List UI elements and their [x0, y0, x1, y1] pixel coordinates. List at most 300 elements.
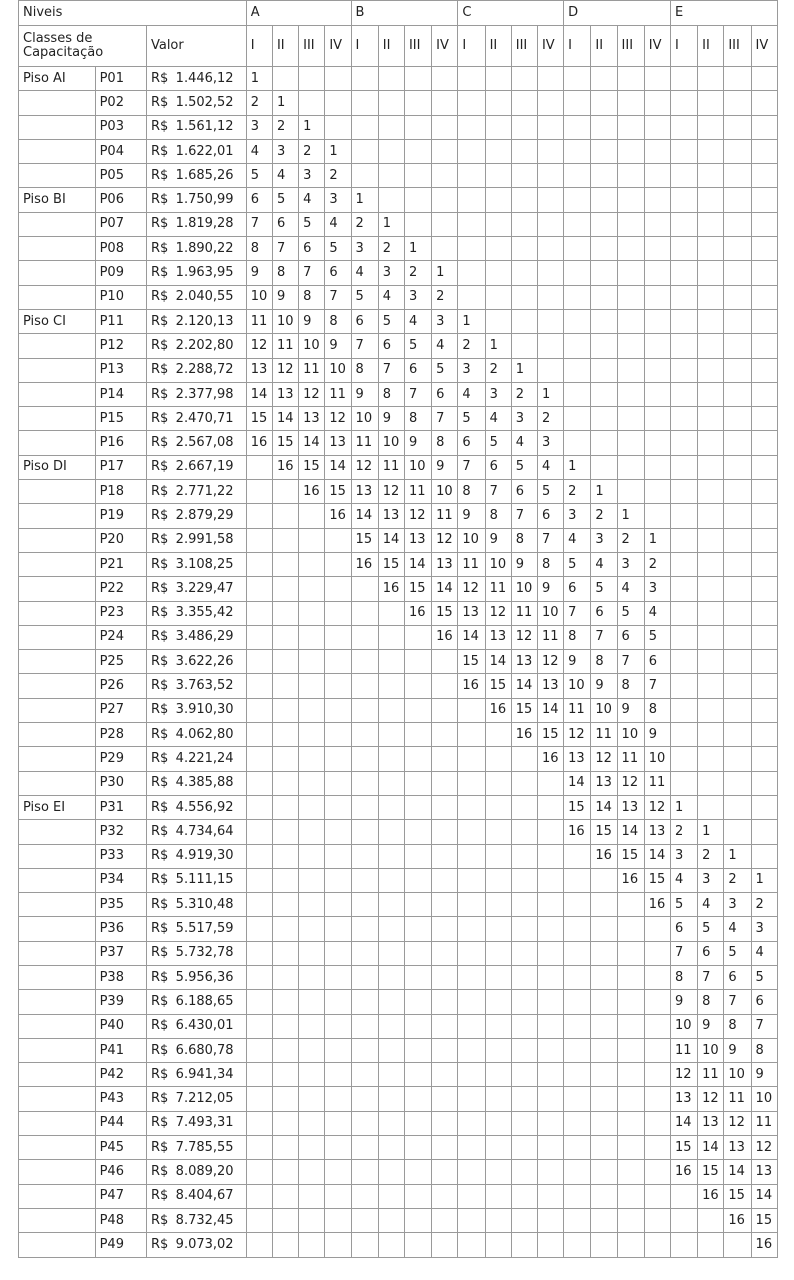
- step-cell: 8: [591, 650, 617, 674]
- step-cell: [432, 1038, 458, 1062]
- step-cell: [751, 164, 777, 188]
- step-cell: [325, 1136, 351, 1160]
- step-cell: [458, 795, 485, 819]
- step-cell: [537, 990, 563, 1014]
- step-cell: 13: [537, 674, 563, 698]
- value-cell: 7.212,05: [174, 1087, 247, 1111]
- step-cell: [299, 820, 325, 844]
- step-cell: 5: [698, 917, 724, 941]
- step-cell: [458, 1087, 485, 1111]
- step-cell: [299, 601, 325, 625]
- step-cell: 4: [485, 407, 511, 431]
- class-code-cell: P12: [95, 334, 146, 358]
- step-cell: [272, 625, 298, 649]
- currency-cell: R$: [146, 893, 173, 917]
- step-cell: [325, 917, 351, 941]
- table-row: [19, 1038, 778, 1062]
- step-cell: 14: [351, 504, 378, 528]
- step-cell: [644, 164, 670, 188]
- step-cell: [724, 625, 751, 649]
- step-cell: 7: [404, 382, 431, 406]
- step-cell: [644, 480, 670, 504]
- step-cell: 15: [617, 844, 644, 868]
- step-cell: [617, 480, 644, 504]
- currency-cell: R$: [146, 577, 173, 601]
- step-cell: [458, 188, 485, 212]
- step-cell: [325, 795, 351, 819]
- step-cell: [351, 674, 378, 698]
- step-cell: [698, 698, 724, 722]
- step-cell: [378, 698, 404, 722]
- step-cell: 15: [698, 1160, 724, 1184]
- step-cell: [299, 67, 325, 91]
- step-cell: [617, 91, 644, 115]
- salary-table: [18, 0, 778, 1258]
- step-cell: [537, 91, 563, 115]
- step-cell: [617, 139, 644, 163]
- step-cell: [272, 67, 298, 91]
- piso-group-cell: [19, 212, 96, 236]
- step-cell: [698, 91, 724, 115]
- step-cell: [404, 1111, 431, 1135]
- step-cell: [670, 528, 697, 552]
- step-cell: 8: [378, 382, 404, 406]
- step-cell: [299, 1208, 325, 1232]
- step-cell: [617, 941, 644, 965]
- step-cell: 2: [404, 261, 431, 285]
- step-cell: 12: [325, 407, 351, 431]
- step-cell: [458, 1111, 485, 1135]
- step-cell: 10: [617, 723, 644, 747]
- class-code-cell: P08: [95, 237, 146, 261]
- step-cell: 6: [564, 577, 591, 601]
- piso-group-cell: [19, 747, 96, 771]
- currency-cell: R$: [146, 917, 173, 941]
- value-cell: 8.089,20: [174, 1160, 247, 1184]
- value-cell: 5.310,48: [174, 893, 247, 917]
- value-cell: 4.062,80: [174, 723, 247, 747]
- step-cell: [351, 795, 378, 819]
- step-cell: [537, 1208, 563, 1232]
- currency-cell: R$: [146, 601, 173, 625]
- classes-header: Classes de Capacitação: [19, 26, 147, 67]
- step-cell: [724, 237, 751, 261]
- step-cell: 14: [698, 1136, 724, 1160]
- step-cell: [591, 188, 617, 212]
- step-cell: [724, 334, 751, 358]
- piso-group-cell: [19, 164, 96, 188]
- step-cell: 8: [617, 674, 644, 698]
- step-cell: 14: [485, 650, 511, 674]
- step-cell: [378, 1184, 404, 1208]
- step-cell: [537, 212, 563, 236]
- step-cell: [511, 67, 537, 91]
- step-cell: [698, 237, 724, 261]
- step-cell: [351, 723, 378, 747]
- table-row: [19, 528, 778, 552]
- step-cell: [485, 1233, 511, 1257]
- step-cell: [644, 1208, 670, 1232]
- step-cell: [537, 164, 563, 188]
- table-row: [19, 261, 778, 285]
- table-row: [19, 650, 778, 674]
- step-cell: [404, 212, 431, 236]
- step-cell: [724, 747, 751, 771]
- step-cell: 12: [272, 358, 298, 382]
- value-cell: 3.355,42: [174, 601, 247, 625]
- value-cell: 2.120,13: [174, 309, 247, 333]
- step-cell: 1: [404, 237, 431, 261]
- step-cell: [537, 1014, 563, 1038]
- piso-group-cell: Piso AI: [19, 67, 96, 91]
- step-cell: [511, 1208, 537, 1232]
- piso-group-cell: [19, 965, 96, 989]
- currency-cell: R$: [146, 1233, 173, 1257]
- step-cell: 15: [751, 1208, 777, 1232]
- step-cell: [724, 67, 751, 91]
- step-cell: [698, 431, 724, 455]
- step-cell: [272, 1014, 298, 1038]
- piso-group-cell: [19, 1014, 96, 1038]
- step-cell: 7: [325, 285, 351, 309]
- step-cell: [670, 455, 697, 479]
- step-cell: [751, 382, 777, 406]
- step-cell: [432, 1184, 458, 1208]
- step-cell: 12: [511, 625, 537, 649]
- class-code-cell: P32: [95, 820, 146, 844]
- step-cell: [644, 382, 670, 406]
- step-cell: [325, 1208, 351, 1232]
- step-cell: [351, 1063, 378, 1087]
- step-cell: 8: [670, 965, 697, 989]
- sublevel-header-b-3: III: [404, 26, 431, 67]
- step-cell: [272, 528, 298, 552]
- step-cell: [617, 188, 644, 212]
- step-cell: [724, 771, 751, 795]
- step-cell: 3: [698, 868, 724, 892]
- step-cell: 14: [564, 771, 591, 795]
- step-cell: [564, 139, 591, 163]
- table-row: [19, 1111, 778, 1135]
- piso-group-cell: Piso DI: [19, 455, 96, 479]
- step-cell: 13: [272, 382, 298, 406]
- step-cell: 11: [272, 334, 298, 358]
- piso-group-cell: [19, 625, 96, 649]
- class-code-cell: P49: [95, 1233, 146, 1257]
- step-cell: [698, 625, 724, 649]
- step-cell: [404, 917, 431, 941]
- step-cell: 6: [272, 212, 298, 236]
- header-row-levels: [19, 1, 778, 26]
- step-cell: 6: [351, 309, 378, 333]
- step-cell: [458, 868, 485, 892]
- step-cell: [537, 285, 563, 309]
- step-cell: [351, 1087, 378, 1111]
- class-code-cell: P23: [95, 601, 146, 625]
- step-cell: [537, 893, 563, 917]
- step-cell: [751, 407, 777, 431]
- step-cell: [351, 650, 378, 674]
- step-cell: 10: [432, 480, 458, 504]
- valor-header: Valor: [146, 26, 246, 67]
- step-cell: 14: [458, 625, 485, 649]
- step-cell: [511, 164, 537, 188]
- step-cell: [246, 504, 272, 528]
- step-cell: [378, 990, 404, 1014]
- step-cell: [246, 455, 272, 479]
- step-cell: [246, 1208, 272, 1232]
- step-cell: [351, 1111, 378, 1135]
- step-cell: [591, 261, 617, 285]
- step-cell: [644, 67, 670, 91]
- step-cell: 4: [458, 382, 485, 406]
- table-row: [19, 965, 778, 989]
- step-cell: 15: [564, 795, 591, 819]
- value-cell: 1.750,99: [174, 188, 247, 212]
- step-cell: [564, 91, 591, 115]
- step-cell: [404, 941, 431, 965]
- step-cell: 13: [591, 771, 617, 795]
- piso-group-cell: [19, 237, 96, 261]
- step-cell: [591, 237, 617, 261]
- step-cell: [644, 237, 670, 261]
- step-cell: [511, 868, 537, 892]
- step-cell: [272, 1233, 298, 1257]
- salary-table-container: [18, 0, 778, 1258]
- step-cell: [299, 990, 325, 1014]
- step-cell: 16: [511, 723, 537, 747]
- step-cell: [458, 261, 485, 285]
- step-cell: 12: [564, 723, 591, 747]
- value-cell: 1.502,52: [174, 91, 247, 115]
- step-cell: [537, 1233, 563, 1257]
- step-cell: 9: [617, 698, 644, 722]
- step-cell: [458, 237, 485, 261]
- step-cell: [724, 212, 751, 236]
- currency-cell: R$: [146, 795, 173, 819]
- value-cell: 5.517,59: [174, 917, 247, 941]
- step-cell: [698, 528, 724, 552]
- step-cell: [351, 771, 378, 795]
- step-cell: [378, 868, 404, 892]
- step-cell: 4: [351, 261, 378, 285]
- step-cell: [537, 868, 563, 892]
- step-cell: 9: [351, 382, 378, 406]
- step-cell: [325, 67, 351, 91]
- value-cell: 8.404,67: [174, 1184, 247, 1208]
- step-cell: [404, 820, 431, 844]
- step-cell: [458, 212, 485, 236]
- value-cell: 6.188,65: [174, 990, 247, 1014]
- currency-cell: R$: [146, 1208, 173, 1232]
- step-cell: [299, 1038, 325, 1062]
- step-cell: [325, 1233, 351, 1257]
- step-cell: 12: [751, 1136, 777, 1160]
- step-cell: [537, 358, 563, 382]
- sublevel-header-a-3: III: [299, 26, 325, 67]
- step-cell: 8: [511, 528, 537, 552]
- step-cell: 13: [564, 747, 591, 771]
- step-cell: [325, 1063, 351, 1087]
- step-cell: [537, 188, 563, 212]
- step-cell: [537, 1063, 563, 1087]
- step-cell: [246, 1160, 272, 1184]
- step-cell: [432, 1063, 458, 1087]
- step-cell: [325, 990, 351, 1014]
- step-cell: [485, 91, 511, 115]
- step-cell: [432, 941, 458, 965]
- step-cell: [724, 407, 751, 431]
- step-cell: [751, 285, 777, 309]
- step-cell: [272, 990, 298, 1014]
- step-cell: 15: [485, 674, 511, 698]
- step-cell: [511, 115, 537, 139]
- step-cell: 12: [404, 504, 431, 528]
- step-cell: 6: [511, 480, 537, 504]
- step-cell: [325, 723, 351, 747]
- step-cell: [485, 868, 511, 892]
- step-cell: 10: [511, 577, 537, 601]
- step-cell: 4: [246, 139, 272, 163]
- step-cell: 5: [404, 334, 431, 358]
- step-cell: [511, 309, 537, 333]
- step-cell: [432, 868, 458, 892]
- step-cell: 14: [617, 820, 644, 844]
- step-cell: [670, 407, 697, 431]
- step-cell: 4: [537, 455, 563, 479]
- value-cell: 6.430,01: [174, 1014, 247, 1038]
- step-cell: [485, 1160, 511, 1184]
- value-cell: 9.073,02: [174, 1233, 247, 1257]
- step-cell: [644, 1111, 670, 1135]
- step-cell: 2: [485, 358, 511, 382]
- class-code-cell: P36: [95, 917, 146, 941]
- step-cell: [432, 139, 458, 163]
- step-cell: [537, 1136, 563, 1160]
- class-code-cell: P09: [95, 261, 146, 285]
- step-cell: [724, 115, 751, 139]
- step-cell: [698, 358, 724, 382]
- step-cell: [591, 917, 617, 941]
- step-cell: [511, 1087, 537, 1111]
- step-cell: 5: [485, 431, 511, 455]
- step-cell: 10: [272, 309, 298, 333]
- step-cell: [299, 723, 325, 747]
- level-a-header: A: [246, 1, 351, 26]
- currency-cell: R$: [146, 67, 173, 91]
- step-cell: [564, 1063, 591, 1087]
- step-cell: [617, 164, 644, 188]
- step-cell: [617, 67, 644, 91]
- level-e-header: E: [670, 1, 777, 26]
- step-cell: 8: [432, 431, 458, 455]
- step-cell: 8: [299, 285, 325, 309]
- step-cell: [591, 1087, 617, 1111]
- step-cell: [724, 139, 751, 163]
- step-cell: [272, 552, 298, 576]
- step-cell: [485, 965, 511, 989]
- step-cell: 10: [564, 674, 591, 698]
- step-cell: [698, 795, 724, 819]
- step-cell: [404, 698, 431, 722]
- sublevel-header-a-2: II: [272, 26, 298, 67]
- currency-cell: R$: [146, 91, 173, 115]
- step-cell: [351, 577, 378, 601]
- step-cell: 9: [564, 650, 591, 674]
- step-cell: 16: [404, 601, 431, 625]
- step-cell: [751, 261, 777, 285]
- step-cell: [432, 188, 458, 212]
- step-cell: [458, 723, 485, 747]
- step-cell: [564, 115, 591, 139]
- step-cell: 11: [698, 1063, 724, 1087]
- step-cell: 2: [724, 868, 751, 892]
- currency-cell: R$: [146, 698, 173, 722]
- step-cell: [591, 334, 617, 358]
- sublevel-header-a-1: I: [246, 26, 272, 67]
- step-cell: [432, 1136, 458, 1160]
- step-cell: 5: [644, 625, 670, 649]
- step-cell: [698, 552, 724, 576]
- step-cell: 4: [751, 941, 777, 965]
- step-cell: 6: [670, 917, 697, 941]
- step-cell: [670, 139, 697, 163]
- currency-cell: R$: [146, 480, 173, 504]
- step-cell: 12: [299, 382, 325, 406]
- step-cell: [299, 868, 325, 892]
- step-cell: [325, 1184, 351, 1208]
- step-cell: 11: [537, 625, 563, 649]
- step-cell: [351, 1136, 378, 1160]
- step-cell: [644, 1184, 670, 1208]
- step-cell: 16: [591, 844, 617, 868]
- step-cell: 15: [670, 1136, 697, 1160]
- step-cell: [751, 747, 777, 771]
- piso-group-cell: [19, 893, 96, 917]
- step-cell: [351, 67, 378, 91]
- step-cell: 7: [724, 990, 751, 1014]
- step-cell: 7: [432, 407, 458, 431]
- step-cell: [644, 309, 670, 333]
- step-cell: 4: [698, 893, 724, 917]
- step-cell: [485, 1111, 511, 1135]
- value-cell: 2.771,22: [174, 480, 247, 504]
- piso-group-cell: [19, 844, 96, 868]
- step-cell: [698, 212, 724, 236]
- step-cell: [564, 990, 591, 1014]
- step-cell: [537, 261, 563, 285]
- step-cell: 2: [272, 115, 298, 139]
- sublevel-header-c-3: III: [511, 26, 537, 67]
- currency-cell: R$: [146, 528, 173, 552]
- class-code-cell: P19: [95, 504, 146, 528]
- table-row: [19, 844, 778, 868]
- step-cell: [299, 698, 325, 722]
- step-cell: 1: [644, 528, 670, 552]
- step-cell: [751, 237, 777, 261]
- class-code-cell: P13: [95, 358, 146, 382]
- class-code-cell: P34: [95, 868, 146, 892]
- step-cell: 8: [246, 237, 272, 261]
- step-cell: [325, 747, 351, 771]
- step-cell: 16: [351, 552, 378, 576]
- step-cell: 7: [272, 237, 298, 261]
- step-cell: 12: [537, 650, 563, 674]
- class-code-cell: P25: [95, 650, 146, 674]
- step-cell: 1: [299, 115, 325, 139]
- step-cell: [751, 723, 777, 747]
- step-cell: 6: [724, 965, 751, 989]
